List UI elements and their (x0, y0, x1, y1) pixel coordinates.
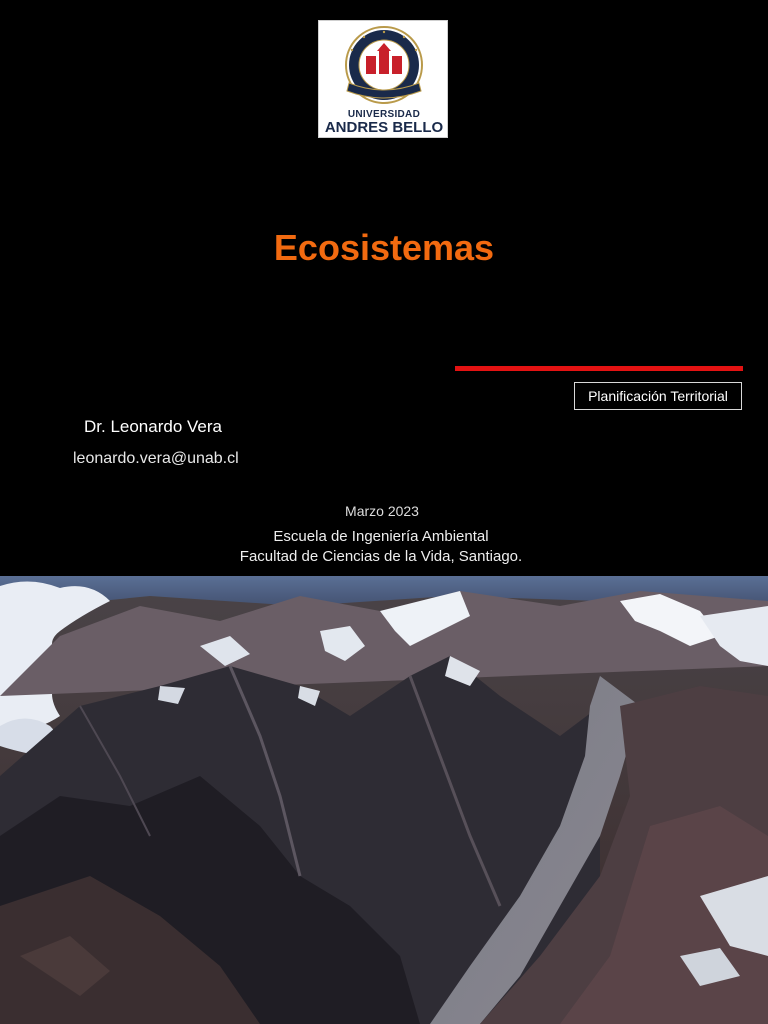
presentation-date: Marzo 2023 (345, 503, 419, 519)
course-label: Planificación Territorial (574, 382, 742, 410)
author-email: leonardo.vera@unab.cl (73, 450, 239, 467)
school-name: Escuela de Ingeniería Ambiental (273, 528, 489, 545)
red-divider (455, 366, 743, 371)
slide-title: Ecosistemas (273, 227, 495, 268)
university-logo (318, 20, 448, 138)
logo-text-name: ANDRES BELLO (324, 119, 444, 136)
author-name: Dr. Leonardo Vera (84, 417, 222, 436)
logo-text-university: UNIVERSIDAD (347, 109, 421, 120)
mountain-photo (0, 576, 768, 1024)
faculty-name: Facultad de Ciencias de la Vida, Santiago. (239, 548, 523, 565)
university-seal-icon (319, 21, 449, 109)
